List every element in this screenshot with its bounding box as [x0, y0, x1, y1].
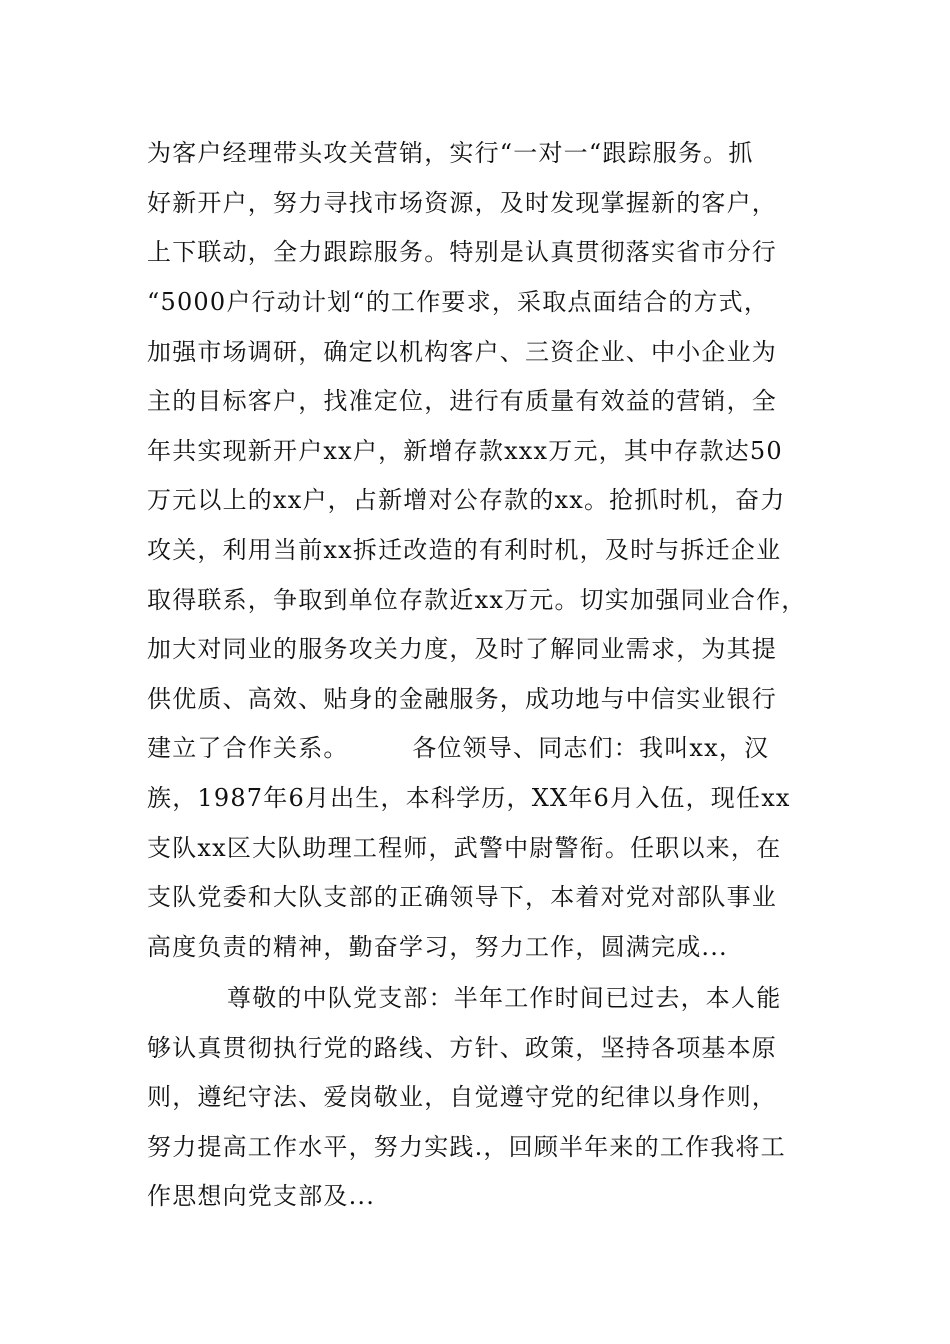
text-line: 加大对同业的服务攻关力度，及时了解同业需求，为其提 [147, 635, 777, 663]
text-line: 好新开户，努力寻找市场资源，及时发现掌握新的客户， [147, 189, 777, 217]
text-line: 上下联动，全力跟踪服务。特别是认真贯彻落实省市分行 [147, 238, 777, 266]
text-line: 高度负责的精神，勤奋学习，努力工作，圆满完成... [147, 933, 728, 961]
text-line: 尊敬的中队党支部：半年工作时间已过去，本人能 [227, 984, 782, 1012]
text-line: 主的目标客户，找准定位，进行有质量有效益的营销，全 [147, 387, 777, 415]
text-line: 够认真贯彻执行党的路线、方针、政策，坚持各项基本原 [147, 1034, 777, 1062]
text-line: 为客户经理带头攻关营销，实行“一对一“跟踪服务。抓 [147, 139, 754, 167]
text-line: 供优质、高效、贴身的金融服务，成功地与中信实业银行 [147, 685, 777, 713]
text-line: 作思想向党支部及... [147, 1182, 376, 1210]
text-line: 支队xx区大队助理工程师，武警中尉警衔。任职以来，在 [147, 834, 782, 862]
text-line: 万元以上的xx户，占新增对公存款的xx。抢抓时机，奋力 [147, 486, 786, 514]
text-line: 攻关，利用当前xx拆迁改造的有利时机，及时与拆迁企业 [147, 536, 782, 564]
text-line: 则，遵纪守法、爱岗敬业，自觉遵守党的纪律以身作则， [147, 1083, 777, 1111]
text-line: 年共实现新开户xx户，新增存款xxx万元，其中存款达50 [147, 437, 783, 465]
text-line: “5000户行动计划“的工作要求，采取点面结合的方式， [147, 288, 770, 316]
text-line: 努力提高工作水平，努力实践.，回顾半年来的工作我将工 [147, 1133, 786, 1161]
text-line: 取得联系，争取到单位存款近xx万元。切实加强同业合作， [147, 586, 807, 614]
text-line: 族，1987年6月出生，本科学历，XX年6月入伍，现任xx [147, 784, 791, 812]
text-line: 建立了合作关系。 各位领导、同志们：我叫xx，汉 [147, 734, 770, 762]
text-line: 支队党委和大队支部的正确领导下，本着对党对部队事业 [147, 883, 777, 911]
text-line: 加强市场调研，确定以机构客户、三资企业、中小企业为 [147, 338, 777, 366]
